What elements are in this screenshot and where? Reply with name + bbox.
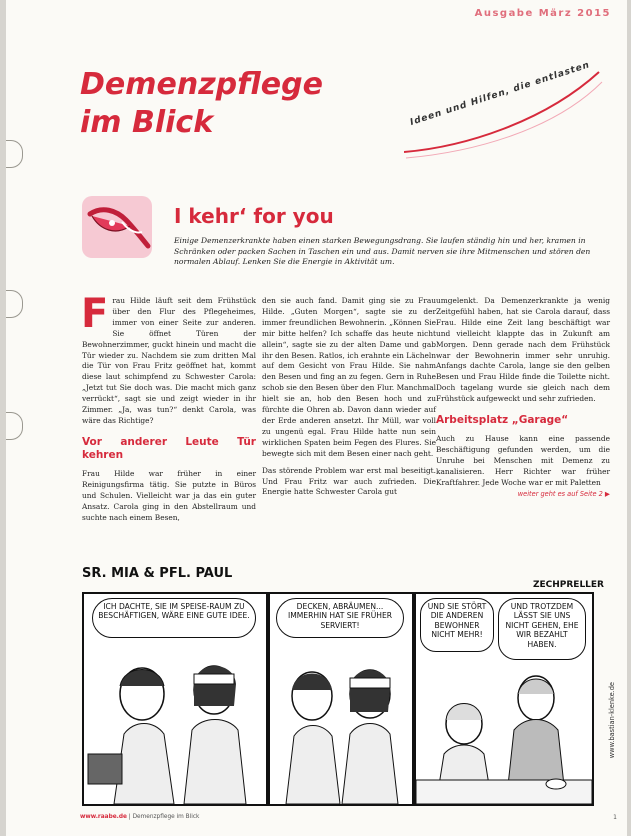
text-column-3 bbox=[436, 296, 610, 500]
footer-text: | Demenzpflege im Blick bbox=[128, 814, 200, 820]
article-intro: Einige Demenzerkrankte haben einen starken Bewegungsdrang. Sie laufen ständig hin und her, kramen in Schränken oder packen Sachen in Taschen ein und aus. Damit nerven sie ihre Mitmenschen und stören den normalen Ablauf. Lenken Sie die Energie in Aktivität um. bbox=[174, 236, 591, 266]
newsletter-page bbox=[6, 0, 627, 836]
comic-panel-1 bbox=[82, 592, 268, 806]
comic-panel-2 bbox=[268, 592, 414, 806]
speech-bubble: UND TROTZDEM LÄSST SIE UNS NICHT GEHEN, EHE WIR BEZAHLT HABEN. bbox=[498, 598, 586, 660]
paragraph: Frau Hilde war früher in einer Reinigungsfirma tätig. Sie putzte in Büros und Schulen. Vielleicht war ja das ein guter Ansatz. Carola ging in den Abstellraum und suchte nach einem Besen, bbox=[82, 468, 256, 522]
comic-strip bbox=[82, 562, 616, 808]
paragraph: rau Hilde läuft seit dem Frühstück über den Flur des Pflegeheimes, immer von einer Seite zur anderen. Sie öffnet Türen der Bewohnerzimmer, guckt hinein und macht die Tür wieder zu. Nachdem sie zum dritten Mal die Tür von Frau Fritz geöffnet hat, kommt diese laut schimpfend zu Schwester Carola: „Jetzt tut Sie doch was. Die macht mich ganz verrückt“, sagt sie und zeigt wieder in ihr Zimmer. „Ja, was tun?“ denkt Carola, was wäre das Richtige? bbox=[82, 296, 256, 425]
speech-bubble: ICH DACHTE, SIE IM SPEISE-RAUM ZU BESCHÄFTIGEN, WÄRE EINE GUTE IDEE. bbox=[92, 598, 256, 638]
article-title: I kehr‘ for you bbox=[174, 204, 334, 228]
footer-site-link[interactable]: www.raabe.de bbox=[80, 814, 127, 820]
feather-duster-icon bbox=[82, 196, 152, 258]
punch-hole bbox=[6, 140, 23, 168]
tagline: Ideen und Hilfen, die entlasten bbox=[408, 60, 592, 129]
page-number: 1 bbox=[613, 814, 617, 821]
continued-link[interactable]: weiter geht es auf Seite 2 ▶ bbox=[517, 489, 610, 498]
article-logo bbox=[82, 196, 152, 258]
comic-drawing bbox=[270, 594, 412, 804]
speech-bubble: DECKEN, ABRÄUMEN... IMMERHIN HAT SIE FRÜHER SERVIERT! bbox=[276, 598, 404, 638]
issue-label: Ausgabe März 2015 bbox=[474, 8, 611, 19]
comic-strip-title: SR. MIA & PFL. PAUL bbox=[82, 566, 233, 581]
punch-hole bbox=[6, 290, 23, 318]
punch-hole bbox=[6, 412, 23, 440]
comic-panel-3 bbox=[414, 592, 594, 806]
comic-drawing bbox=[84, 594, 266, 804]
paragraph: Das störende Problem war erst mal beseitigt. Und Frau Fritz war auch zufrieden. Die Energie hatte Schwester Carola gut bbox=[262, 465, 436, 497]
paragraph: den sie auch fand. Damit ging sie zu Frau Hilde. „Guten Morgen“, sagte sie zu der immer freundlichen Bewohnerin. „Können Sie mir bitte helfen? Ich schaffe das heute nicht allein“, sagte sie zu der alten Dame und gab ihr den Besen. Ratlos, ich erahnte ein Lächeln auf dem Gesicht von Frau Hilde. Sie nahm den Besen und fing an zu fegen. Gern in Ruhe schob sie den Besen über den Flur. Manchmal hielt sie an, hob den Besen hoch und zu fürchte die Ohren ab. Davon dann wieder auf der Erde anderen ansetzt. Ihr Müll, war voll zu ungenü egal. Frau Hilde hatte nun sein wirklichen Spaten beim Fegen des Flures. Sie bewegte sich mit dem Besen einer nach geht. bbox=[262, 296, 436, 458]
newsletter-title bbox=[80, 66, 323, 142]
title-line-1: Demenzpflege bbox=[80, 67, 323, 102]
speech-bubble: UND SIE STÖRT DIE ANDEREN BEWOHNER NICHT MEHR! bbox=[420, 598, 494, 652]
text-column-2 bbox=[262, 296, 436, 498]
comic-credit: www.bastian-klenke.de bbox=[608, 682, 616, 759]
page-footer bbox=[80, 814, 199, 820]
tagline-block bbox=[404, 52, 604, 162]
subheading: Arbeitsplatz „Garage“ bbox=[436, 414, 569, 427]
comic-drawing bbox=[416, 594, 592, 804]
paragraph: Auch zu Hause kann eine passende Beschäftigung gefunden werden, um die Unruhe bei Menschen mit Demenz zu kanalisieren. Herr Richter war früher Kraftfahrer. Jede Woche war er mit Paletten bbox=[436, 434, 610, 487]
drop-cap: F bbox=[81, 291, 109, 337]
text-column-1 bbox=[81, 291, 256, 523]
title-line-2: im Blick bbox=[80, 105, 214, 140]
subheading: Vor anderer Leute Tür kehren bbox=[82, 435, 256, 461]
paragraph: umgelenkt. Da Demenzerkrankte ja wenig Zeitgefühl haben, hat sie Carola darauf, dass Frau. Hilde eine Zeit lang beschäftigt war und vielleicht klappte das in Zukunft am Morgen. Denn gerade nach dem Frühstück war der Bewohnerin immer sehr unruhig. Anfangs dachte Carola, lange sie den gelben Besen und Frau Hilde finde die Toilette nicht. Doch tagelang wurde sie gleich nach dem Frühstück aufgeweckt und sehr zufrieden. bbox=[436, 296, 610, 404]
comic-episode-title: ZECHPRELLER bbox=[532, 580, 604, 590]
